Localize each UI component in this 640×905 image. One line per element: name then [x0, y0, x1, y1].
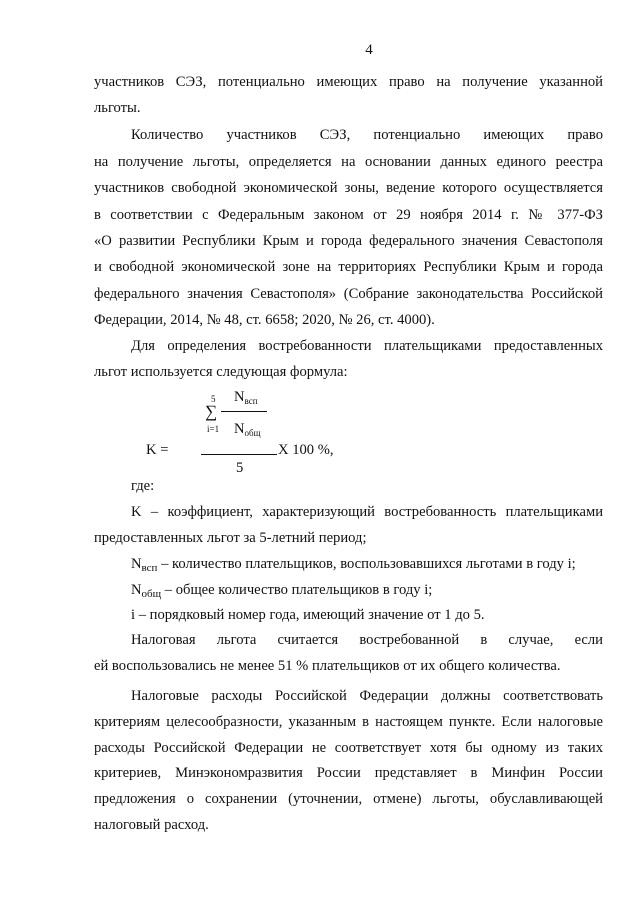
text-line: участников СЭЗ, потенциально имеющих право на получение указанной: [94, 74, 603, 90]
inner-fraction-line: [221, 411, 267, 412]
text-line: Налоговая льгота считается востребованной в случае, если: [131, 632, 603, 648]
text-line: критериев, Минэкономразвития России представляет в Минфин России: [94, 765, 603, 781]
definition-n-vsp: $N_{всп}$ – количество плательщиков, воспользовавшихся льготами в году i;: [131, 556, 576, 574]
text-line: Для определения востребованности плательщиками предоставленных: [131, 338, 603, 354]
text-line: где:: [131, 478, 155, 494]
text-line: критериям целесообразности, указанным в настоящем пункте. Если налоговые: [94, 714, 603, 730]
formula-lhs: K =: [146, 442, 169, 458]
text-line: федерального значения Севастополя» (Собрание законодательства Российской: [94, 286, 603, 302]
text-line: участников свободной экономической зоны, ведение которого осуществляется: [94, 180, 603, 196]
formula-denominator: 5: [236, 460, 244, 476]
text-line: расходы Российской Федерации не соответствует хотя бы одному из таких: [94, 740, 603, 756]
text-line: Количество участников СЭЗ, потенциально имеющих право: [131, 127, 603, 143]
sum-symbol: ∑: [205, 402, 218, 421]
text-line: в соответствии с Федеральным законом от 29 ноября 2014 г. № 377-ФЗ: [94, 207, 603, 223]
text-line: K – коэффициент, характеризующий востребованность плательщиками: [131, 504, 603, 520]
text-line: и свободной экономической зоне на территориях Республики Крым и города: [94, 259, 603, 275]
text-line: льгот используется следующая формула:: [94, 364, 348, 380]
text-line: на получение льготы, определяется на основании данных единого реестра: [94, 154, 603, 170]
definition-n-obsh: $N_{общ}$ – общее количество плательщиков в году i;: [131, 582, 433, 600]
sum-lower-limit: i=1: [207, 424, 220, 434]
text-line: льготы.: [94, 100, 141, 116]
formula-multiplier: X 100 %,: [278, 442, 334, 458]
text-line: «О развитии Республики Крым и города федерального значения Севастополя: [94, 233, 603, 249]
sum-upper-limit: 5: [211, 394, 216, 404]
denominator-n-obsh: $N_{общ}$: [234, 421, 261, 438]
definition-i: i – порядковый номер года, имеющий значение от 1 до 5.: [131, 607, 485, 623]
text-line: Налоговые расходы Российской Федерации должны соответствовать: [131, 688, 603, 704]
numerator-n-vsp: $N_{всп}$: [234, 389, 258, 406]
page-number: 4: [365, 42, 373, 58]
text-line: ей воспользовались не менее 51 % плательщиков от их общего количества.: [94, 658, 561, 674]
text-line: Федерации, 2014, № 48, ст. 6658; 2020, № 26, ст. 4000).: [94, 312, 435, 328]
text-line: предложения о сохранении (уточнении, отмене) льготы, обуславливающей: [94, 791, 603, 807]
text-line: предоставленных льгот за 5-летний период;: [94, 530, 367, 546]
main-fraction-line: [201, 454, 277, 455]
text-line: налоговый расход.: [94, 817, 209, 833]
